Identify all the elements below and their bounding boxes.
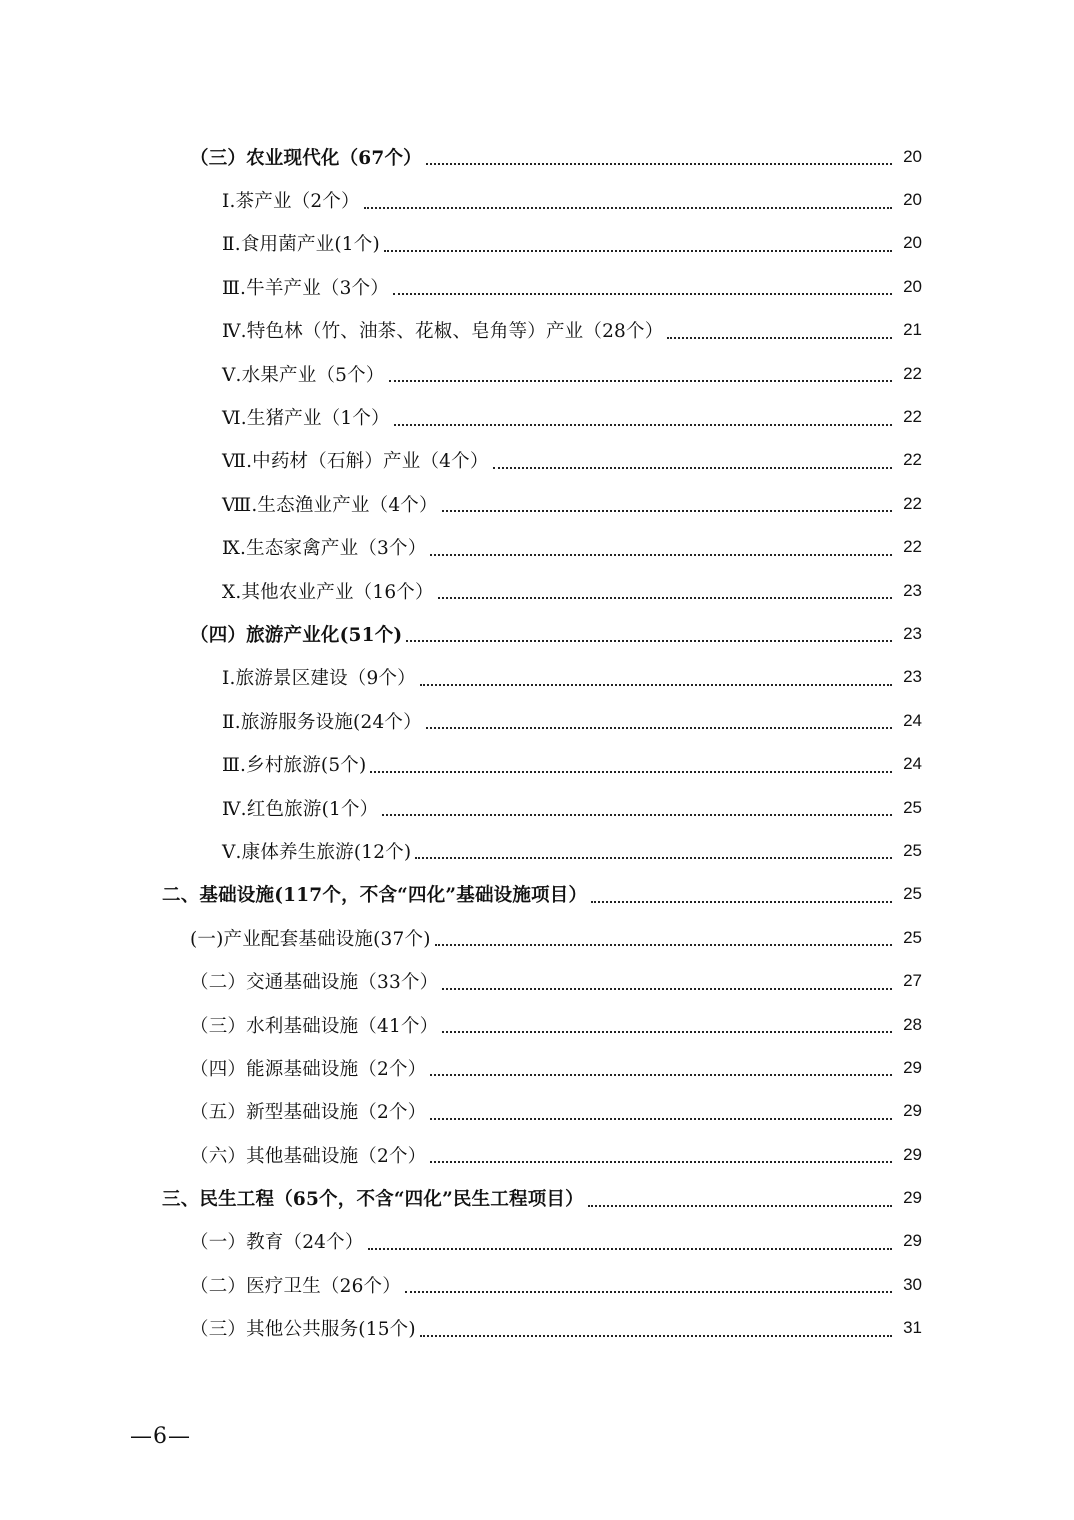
toc-entry-label: Ⅰ.茶产业（2个） xyxy=(222,191,360,213)
toc-entry-page: 22 xyxy=(903,450,922,470)
toc-entry-label: (一)产业配套基础设施(37个) xyxy=(190,928,431,950)
toc-entry[interactable] xyxy=(0,1003,1074,1046)
toc-leader-dots xyxy=(384,249,892,252)
toc-entry[interactable] xyxy=(0,1307,1074,1350)
toc-entry[interactable] xyxy=(0,265,1074,308)
toc-entry-page: 31 xyxy=(903,1318,922,1338)
toc-entry[interactable] xyxy=(0,1176,1074,1219)
toc-entry[interactable] xyxy=(0,656,1074,699)
toc-entry-label: （三）水利基础设施（41个） xyxy=(190,1015,439,1037)
toc-entry-page: 30 xyxy=(903,1274,922,1294)
toc-entry[interactable] xyxy=(0,222,1074,265)
toc-entry-label: 二、基础设施(117个，不含“四化”基础设施项目） xyxy=(162,885,588,907)
toc-entry[interactable] xyxy=(0,873,1074,916)
toc-entry-page: 24 xyxy=(903,710,922,730)
toc-entry-label: （二）医疗卫生（26个） xyxy=(190,1275,401,1297)
toc-entry-label: Ⅴ.水果产业（5个） xyxy=(222,364,385,386)
toc-leader-dots xyxy=(405,1290,892,1293)
toc-entry-page: 29 xyxy=(903,1057,922,1077)
toc-entry-page: 29 xyxy=(903,1231,922,1251)
toc-entry-label: （二）交通基础设施（33个） xyxy=(190,972,439,994)
toc-entry-label: Ⅶ.中药材（石斛）产业（4个） xyxy=(222,451,489,473)
toc-leader-dots xyxy=(420,683,892,686)
toc-leader-dots xyxy=(393,292,892,295)
toc-entry-page: 24 xyxy=(903,754,922,774)
toc-entry-label: （五）新型基础设施（2个） xyxy=(190,1102,427,1124)
toc-leader-dots xyxy=(370,770,892,773)
toc-entry[interactable] xyxy=(0,1090,1074,1133)
toc-entry-label: 三、民生工程（65个，不含“四化”民生工程项目） xyxy=(162,1189,584,1211)
toc-leader-dots xyxy=(667,336,892,339)
toc-entry-page: 25 xyxy=(903,884,922,904)
toc-entry-page: 22 xyxy=(903,493,922,513)
toc-entry-label: Ⅴ.康体养生旅游(12个) xyxy=(222,841,412,863)
toc-entry-page: 28 xyxy=(903,1014,922,1034)
toc-entry-page: 20 xyxy=(903,233,922,253)
toc-entry[interactable] xyxy=(0,1133,1074,1176)
toc-leader-dots xyxy=(588,1204,892,1207)
toc-entry-label: （六）其他基础设施（2个） xyxy=(190,1145,427,1167)
page-number: —6— xyxy=(130,1424,191,1449)
toc-entry-label: Ⅹ.其他农业产业（16个） xyxy=(222,581,434,603)
toc-leader-dots xyxy=(430,1160,892,1163)
toc-entry-label: Ⅲ.牛羊产业（3个） xyxy=(222,277,389,299)
toc-leader-dots xyxy=(415,856,892,859)
toc-entry[interactable] xyxy=(0,352,1074,395)
toc-entry-label: Ⅸ.生态家禽产业（3个） xyxy=(222,538,427,560)
toc-entry-label: Ⅷ.生态渔业产业（4个） xyxy=(222,494,438,516)
toc-entry-page: 25 xyxy=(903,797,922,817)
toc-leader-dots xyxy=(430,1117,892,1120)
toc-leader-dots xyxy=(435,943,892,946)
toc-entry-label: Ⅱ.旅游服务设施(24个） xyxy=(222,711,422,733)
toc-entry-page: 25 xyxy=(903,927,922,947)
toc-entry[interactable] xyxy=(0,959,1074,1002)
toc-leader-dots xyxy=(420,1334,892,1337)
toc-entry-page: 21 xyxy=(903,320,922,340)
toc-entry[interactable] xyxy=(0,829,1074,872)
toc-entry-page: 22 xyxy=(903,407,922,427)
toc-entry[interactable] xyxy=(0,135,1074,178)
toc-entry[interactable] xyxy=(0,786,1074,829)
toc-entry[interactable] xyxy=(0,1046,1074,1089)
toc-entry-page: 22 xyxy=(903,537,922,557)
toc-entry-page: 25 xyxy=(903,840,922,860)
toc-entry-label: Ⅳ.红色旅游(1个） xyxy=(222,798,379,820)
toc-entry-page: 23 xyxy=(903,580,922,600)
toc-entry-label: Ⅱ.食用菌产业(1个) xyxy=(222,234,380,256)
toc-entry-page: 22 xyxy=(903,363,922,383)
toc-entry-label: Ⅵ.生猪产业（1个） xyxy=(222,408,390,430)
toc-leader-dots xyxy=(364,206,892,209)
toc-entry-page: 29 xyxy=(903,1101,922,1121)
toc-entry-label: （三）其他公共服务(15个) xyxy=(190,1319,416,1341)
toc-leader-dots xyxy=(389,379,892,382)
toc-leader-dots xyxy=(368,1247,892,1250)
toc-leader-dots xyxy=(426,726,892,729)
toc-leader-dots xyxy=(394,423,892,426)
toc-leader-dots xyxy=(430,553,892,556)
toc-entry[interactable] xyxy=(0,569,1074,612)
toc-leader-dots xyxy=(591,900,892,903)
toc-entry-label: Ⅳ.特色林（竹、油茶、花椒、皂角等）产业（28个） xyxy=(222,321,664,343)
toc-entry-page: 23 xyxy=(903,623,922,643)
toc-entry-page: 20 xyxy=(903,276,922,296)
toc-entry[interactable] xyxy=(0,916,1074,959)
toc-entry-page: 20 xyxy=(903,190,922,210)
toc-entry-page: 23 xyxy=(903,667,922,687)
toc-entry[interactable] xyxy=(0,439,1074,482)
toc-leader-dots xyxy=(382,813,892,816)
toc-entry-label: （一）教育（24个） xyxy=(190,1232,364,1254)
toc-leader-dots xyxy=(442,987,892,990)
toc-leader-dots xyxy=(493,466,892,469)
toc-entry-page: 20 xyxy=(903,146,922,166)
toc-entry[interactable] xyxy=(0,309,1074,352)
toc-entry-label: （三）农业现代化（67个） xyxy=(190,147,422,169)
toc-leader-dots xyxy=(406,639,892,642)
toc-entry-label: （四）旅游产业化(51个) xyxy=(190,624,403,646)
toc-entry[interactable] xyxy=(0,1263,1074,1306)
toc-leader-dots xyxy=(442,509,892,512)
toc-entry-label: Ⅲ.乡村旅游(5个) xyxy=(222,755,367,777)
toc-entry[interactable] xyxy=(0,482,1074,525)
toc-entry-page: 29 xyxy=(903,1144,922,1164)
toc-entry-page: 27 xyxy=(903,971,922,991)
toc-entry[interactable] xyxy=(0,395,1074,438)
table-of-contents xyxy=(0,135,1074,1350)
toc-entry[interactable] xyxy=(0,526,1074,569)
toc-entry-label: Ⅰ.旅游景区建设（9个） xyxy=(222,668,416,690)
toc-entry[interactable] xyxy=(0,612,1074,655)
toc-entry[interactable] xyxy=(0,178,1074,221)
toc-entry-page: 29 xyxy=(903,1188,922,1208)
toc-entry[interactable] xyxy=(0,1220,1074,1263)
toc-entry[interactable] xyxy=(0,742,1074,785)
toc-leader-dots xyxy=(442,1030,892,1033)
toc-entry-label: （四）能源基础设施（2个） xyxy=(190,1058,427,1080)
toc-leader-dots xyxy=(438,596,892,599)
toc-entry[interactable] xyxy=(0,699,1074,742)
toc-leader-dots xyxy=(430,1073,892,1076)
toc-leader-dots xyxy=(426,162,892,165)
